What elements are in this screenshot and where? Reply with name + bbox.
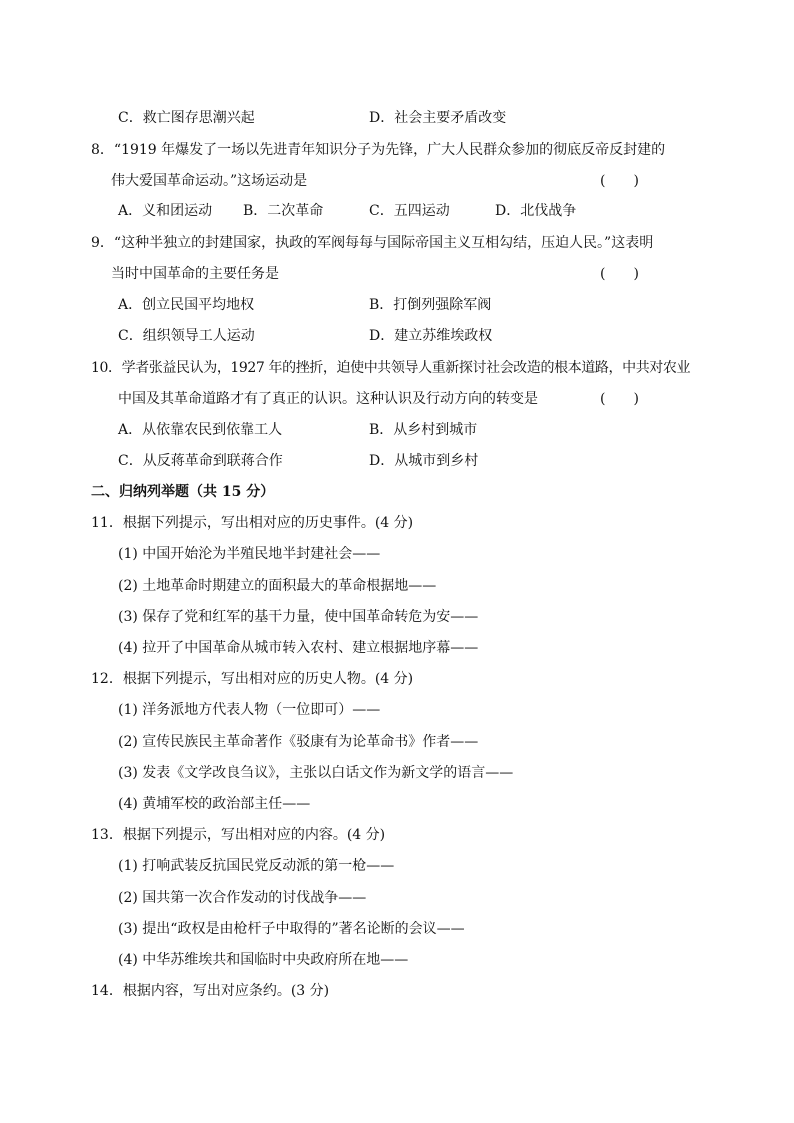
q11-stem: 11．根据下列提示，写出相对应的历史事件。(4 分): [91, 515, 414, 531]
q7-option-c: C．救亡图存思潮兴起: [118, 110, 255, 126]
q11-item-3: (3) 保存了党和红军的基干力量，使中国革命转危为安——: [118, 609, 479, 625]
q8-option-a: A．义和团运动: [118, 203, 213, 219]
q9-stem-line1: 9．“这种半独立的封建国家，执政的军阀每每与国际帝国主义互相勾结，压迫人民。”这表明: [91, 235, 654, 251]
q13-item-2: (2) 国共第一次合作发动的讨伐战争——: [118, 890, 367, 906]
q9-option-d: D．建立苏维埃政权: [369, 328, 493, 344]
q9-option-a: A．创立民国平均地权: [118, 297, 255, 313]
q12-stem: 12．根据下列提示，写出相对应的历史人物。(4 分): [91, 671, 414, 687]
q9-stem-line2: 当时中国革命的主要任务是: [111, 266, 279, 282]
q11-item-2: (2) 土地革命时期建立的面积最大的革命根据地——: [118, 578, 437, 594]
q12-item-4: (4) 黄埔军校的政治部主任——: [118, 796, 311, 812]
q10-stem-line2: 中国及其革命道路才有了真正的认识。这种认识及行动方向的转变是: [118, 391, 538, 407]
q8-option-d: D．北伐战争: [495, 203, 577, 219]
q10-stem-line1: 10．学者张益民认为，1927 年的挫折，迫使中共领导人重新探讨社会改造的根本道路，中共对农业: [91, 360, 691, 376]
q13-stem: 13．根据下列提示，写出相对应的内容。(4 分): [91, 827, 386, 843]
q9-option-c: C．组织领导工人运动: [118, 328, 255, 344]
q12-item-2: (2) 宣传民族民主革命著作《驳康有为论革命书》作者——: [118, 734, 479, 750]
q8-option-c: C．五四运动: [369, 203, 450, 219]
q10-option-b: B．从乡村到城市: [369, 422, 478, 438]
q11-item-1: (1) 中国开始沦为半殖民地半封建社会——: [118, 546, 381, 562]
q8-stem-line1: 8．“1919 年爆发了一场以先进青年知识分子为先锋，广大人民群众参加的彻底反帝反封建的: [91, 142, 666, 158]
q10-option-c: C．从反蒋革命到联蒋合作: [118, 453, 283, 469]
q10-option-d: D．从城市到乡村: [369, 453, 479, 469]
q9-answer-blank: ( ): [600, 266, 639, 282]
q13-item-4: (4) 中华苏维埃共和国临时中央政府所在地——: [118, 952, 409, 968]
section-heading: 二、归纳列举题（共 15 分）: [91, 484, 275, 500]
q9-option-b: B．打倒列强除军阀: [369, 297, 492, 313]
q8-option-b: B．二次革命: [243, 203, 324, 219]
q14-stem: 14．根据内容，写出对应条约。(3 分): [91, 983, 330, 999]
q8-stem-line2: 伟大爱国革命运动。”这场运动是: [111, 173, 308, 189]
q11-item-4: (4) 拉开了中国革命从城市转入农村、建立根据地序幕——: [118, 640, 479, 656]
q8-answer-blank: ( ): [600, 173, 639, 189]
q12-item-1: (1) 洋务派地方代表人物（一位即可）——: [118, 702, 381, 718]
q12-item-3: (3) 发表《文学改良刍议》，主张以白话文作为新文学的语言——: [118, 765, 514, 781]
q13-item-1: (1) 打响武装反抗国民党反动派的第一枪——: [118, 858, 395, 874]
q13-item-3: (3) 提出“政权是由枪杆子中取得的”著名论断的会议——: [118, 921, 465, 937]
q10-answer-blank: ( ): [600, 391, 639, 407]
q7-option-d: D．社会主要矛盾改变: [369, 110, 507, 126]
q10-option-a: A．从依靠农民到依靠工人: [118, 422, 283, 438]
